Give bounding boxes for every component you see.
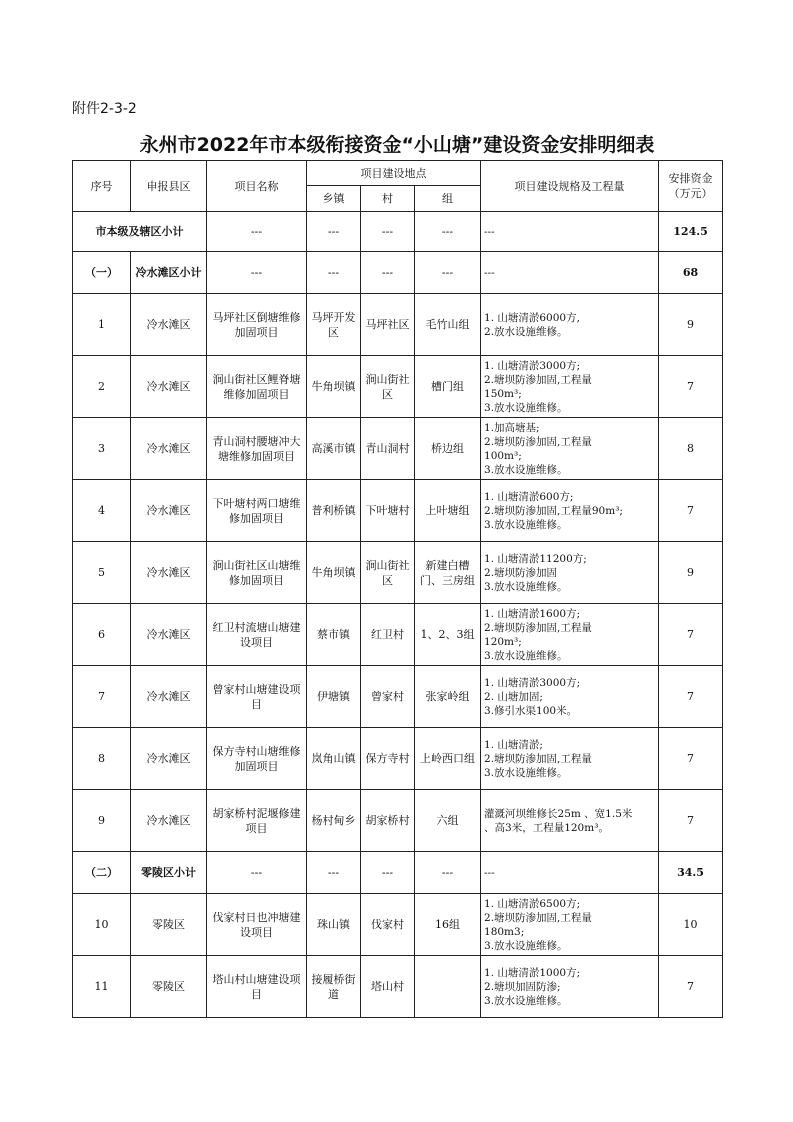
row-spec-line: 3.放水设施维修。 bbox=[484, 518, 568, 531]
row-spec-line: 150m³; bbox=[484, 387, 522, 400]
row-number: 6 bbox=[73, 604, 131, 666]
section-index: （二） bbox=[73, 852, 131, 894]
row-town: 牛角坝镇 bbox=[307, 356, 361, 418]
row-village: 曾家村 bbox=[361, 666, 415, 728]
row-village: 红卫村 bbox=[361, 604, 415, 666]
row-county: 零陵区 bbox=[131, 894, 207, 956]
row-town: 珠山镇 bbox=[307, 894, 361, 956]
row-project-name: 涧山街社区鲤脊塘维修加固项目 bbox=[207, 356, 307, 418]
table-row bbox=[73, 956, 723, 1018]
row-project-name: 红卫村流塘山塘建设项目 bbox=[207, 604, 307, 666]
row-project-name: 胡家桥村泥堰修建项目 bbox=[207, 790, 307, 852]
row-spec bbox=[481, 790, 659, 852]
section-project-dash: --- bbox=[207, 852, 307, 894]
row-spec-line: 3.放水设施维修。 bbox=[484, 463, 568, 476]
header-no: 序号 bbox=[73, 161, 131, 212]
row-spec bbox=[481, 604, 659, 666]
row-village: 涧山街社区 bbox=[361, 356, 415, 418]
row-spec-line: 1. 山塘清淤1600方; bbox=[484, 607, 581, 620]
row-spec-line: 3.放水设施维修。 bbox=[484, 994, 568, 1007]
row-amount: 9 bbox=[659, 294, 723, 356]
row-project-name: 曾家村山塘建设项目 bbox=[207, 666, 307, 728]
row-village: 涧山街社区 bbox=[361, 542, 415, 604]
total-amount: 124.5 bbox=[659, 212, 723, 252]
table-row bbox=[73, 790, 723, 852]
row-group: 新建白槽门、三房组 bbox=[415, 542, 481, 604]
total-village-dash: --- bbox=[361, 212, 415, 252]
row-spec-line: 1. 山塘清淤3000方; bbox=[484, 359, 581, 372]
row-village: 塔山村 bbox=[361, 956, 415, 1018]
table-body bbox=[73, 212, 723, 1018]
table-row bbox=[73, 480, 723, 542]
header-location: 项目建设地点 bbox=[307, 161, 481, 186]
funding-table bbox=[72, 160, 723, 1018]
row-village: 马坪社区 bbox=[361, 294, 415, 356]
header-town: 乡镇 bbox=[307, 186, 361, 212]
row-amount: 7 bbox=[659, 356, 723, 418]
row-group: 毛竹山组 bbox=[415, 294, 481, 356]
row-spec-line: 2.塘坝防渗加固,工程量 bbox=[484, 435, 592, 448]
section-name: 零陵区小计 bbox=[131, 852, 207, 894]
row-amount: 7 bbox=[659, 790, 723, 852]
section-project-dash: --- bbox=[207, 252, 307, 294]
row-county: 冷水滩区 bbox=[131, 542, 207, 604]
row-number: 9 bbox=[73, 790, 131, 852]
header-spec: 项目建设规格及工程量 bbox=[481, 161, 659, 212]
section-amount: 34.5 bbox=[659, 852, 723, 894]
row-spec-line: 3.放水设施维修。 bbox=[484, 580, 568, 593]
row-group: 张家岭组 bbox=[415, 666, 481, 728]
table-row bbox=[73, 666, 723, 728]
row-project-name: 马坪社区倒塘维修加固项目 bbox=[207, 294, 307, 356]
total-group-dash: --- bbox=[415, 212, 481, 252]
row-amount: 8 bbox=[659, 418, 723, 480]
row-project-name: 下叶塘村两口塘维修加固项目 bbox=[207, 480, 307, 542]
row-spec bbox=[481, 666, 659, 728]
row-village: 胡家桥村 bbox=[361, 790, 415, 852]
row-village: 伐家村 bbox=[361, 894, 415, 956]
row-number: 11 bbox=[73, 956, 131, 1018]
row-county: 冷水滩区 bbox=[131, 604, 207, 666]
row-county: 冷水滩区 bbox=[131, 418, 207, 480]
section-index: （一） bbox=[73, 252, 131, 294]
total-project-dash: --- bbox=[207, 212, 307, 252]
row-spec bbox=[481, 418, 659, 480]
section-spec-dash: --- bbox=[481, 252, 659, 294]
row-spec-line: 180m3; bbox=[484, 925, 525, 938]
row-spec-line: 灌溉河坝维修长25m 、宽1.5米 bbox=[484, 807, 633, 820]
section-amount: 68 bbox=[659, 252, 723, 294]
row-project-name: 青山洞村腰塘冲大塘维修加固项目 bbox=[207, 418, 307, 480]
row-town: 伊塘镇 bbox=[307, 666, 361, 728]
header-project: 项目名称 bbox=[207, 161, 307, 212]
row-number: 1 bbox=[73, 294, 131, 356]
section-town-dash: --- bbox=[307, 852, 361, 894]
row-town: 岚角山镇 bbox=[307, 728, 361, 790]
header-village: 村 bbox=[361, 186, 415, 212]
row-spec-line: 1.加高塘基; bbox=[484, 421, 540, 434]
row-spec-line: 3.放水设施维修。 bbox=[484, 939, 568, 952]
row-town: 普利桥镇 bbox=[307, 480, 361, 542]
section-village-dash: --- bbox=[361, 252, 415, 294]
table-row bbox=[73, 356, 723, 418]
row-county: 冷水滩区 bbox=[131, 790, 207, 852]
row-spec-line: 2.塘坝防渗加固,工程量 bbox=[484, 911, 592, 924]
row-county: 零陵区 bbox=[131, 956, 207, 1018]
row-town: 马坪开发区 bbox=[307, 294, 361, 356]
row-spec-line: 2.塘坝防渗加固,工程量 bbox=[484, 373, 592, 386]
table-row bbox=[73, 604, 723, 666]
header-county: 申报县区 bbox=[131, 161, 207, 212]
row-spec-line: 3.放水设施维修。 bbox=[484, 401, 568, 414]
row-spec-line: 2.塘坝防渗加固,工程量 bbox=[484, 752, 592, 765]
row-project-name: 涧山街社区山塘维修加固项目 bbox=[207, 542, 307, 604]
row-spec-line: 3.修引水渠100米。 bbox=[484, 704, 578, 717]
row-number: 10 bbox=[73, 894, 131, 956]
row-amount: 9 bbox=[659, 542, 723, 604]
table-row bbox=[73, 542, 723, 604]
row-spec-line: 3.放水设施维修。 bbox=[484, 766, 568, 779]
row-project-name: 塔山村山塘建设项目 bbox=[207, 956, 307, 1018]
row-spec bbox=[481, 356, 659, 418]
row-spec-line: 1. 山塘清淤; bbox=[484, 738, 543, 751]
section-village-dash: --- bbox=[361, 852, 415, 894]
row-spec-line: 1. 山塘清淤6000方, bbox=[484, 311, 580, 324]
row-group: 六组 bbox=[415, 790, 481, 852]
row-spec-line: 1. 山塘清淤1000方; bbox=[484, 966, 581, 979]
header-funds: 安排资金（万元） bbox=[659, 161, 723, 212]
row-amount: 7 bbox=[659, 604, 723, 666]
row-number: 2 bbox=[73, 356, 131, 418]
row-spec-line: 1. 山塘清淤11200方; bbox=[484, 552, 587, 565]
row-project-name: 保方寺村山塘维修加固项目 bbox=[207, 728, 307, 790]
row-spec-line: 1. 山塘清淤6500方; bbox=[484, 897, 581, 910]
section-row bbox=[73, 852, 723, 894]
total-town-dash: --- bbox=[307, 212, 361, 252]
row-county: 冷水滩区 bbox=[131, 728, 207, 790]
section-town-dash: --- bbox=[307, 252, 361, 294]
row-amount: 7 bbox=[659, 666, 723, 728]
row-village: 保方寺村 bbox=[361, 728, 415, 790]
row-spec-line: 120m³; bbox=[484, 635, 522, 648]
row-group: 上叶塘组 bbox=[415, 480, 481, 542]
row-spec-line: 2.塘坝防渗加固,工程量90m³; bbox=[484, 504, 623, 517]
row-number: 3 bbox=[73, 418, 131, 480]
row-county: 冷水滩区 bbox=[131, 356, 207, 418]
row-project-name: 伐家村日也冲塘建设项目 bbox=[207, 894, 307, 956]
row-number: 7 bbox=[73, 666, 131, 728]
row-spec-line: 2.塘坝加固防渗; bbox=[484, 980, 561, 993]
row-number: 5 bbox=[73, 542, 131, 604]
section-spec-dash: --- bbox=[481, 852, 659, 894]
row-spec bbox=[481, 728, 659, 790]
row-group: 槽门组 bbox=[415, 356, 481, 418]
row-amount: 7 bbox=[659, 480, 723, 542]
page-title: 永州市2022年市本级衔接资金“小山塘”建设资金安排明细表 bbox=[139, 134, 655, 156]
row-group: 16组 bbox=[415, 894, 481, 956]
row-number: 4 bbox=[73, 480, 131, 542]
section-row bbox=[73, 252, 723, 294]
header-group: 组 bbox=[415, 186, 481, 212]
row-spec-line: 、高3米，工程量120m³。 bbox=[484, 821, 609, 834]
row-town: 牛角坝镇 bbox=[307, 542, 361, 604]
section-group-dash: --- bbox=[415, 252, 481, 294]
row-county: 冷水滩区 bbox=[131, 294, 207, 356]
row-village: 青山洞村 bbox=[361, 418, 415, 480]
row-amount: 7 bbox=[659, 728, 723, 790]
section-name: 冷水滩区小计 bbox=[131, 252, 207, 294]
row-spec bbox=[481, 894, 659, 956]
row-amount: 7 bbox=[659, 956, 723, 1018]
total-row bbox=[73, 212, 723, 252]
row-county: 冷水滩区 bbox=[131, 480, 207, 542]
total-spec-dash: --- bbox=[481, 212, 659, 252]
row-town: 蔡市镇 bbox=[307, 604, 361, 666]
row-spec bbox=[481, 480, 659, 542]
section-group-dash: --- bbox=[415, 852, 481, 894]
row-number: 8 bbox=[73, 728, 131, 790]
row-village: 下叶塘村 bbox=[361, 480, 415, 542]
row-spec-line: 100m³; bbox=[484, 449, 522, 462]
total-label: 市本级及辖区小计 bbox=[73, 212, 207, 252]
table-row bbox=[73, 418, 723, 480]
row-town: 杨村甸乡 bbox=[307, 790, 361, 852]
row-spec-line: 2.放水设施维修。 bbox=[484, 325, 568, 338]
row-spec-line: 2. 山塘加固; bbox=[484, 690, 543, 703]
table-row bbox=[73, 894, 723, 956]
row-town: 高溪市镇 bbox=[307, 418, 361, 480]
row-spec bbox=[481, 956, 659, 1018]
row-group bbox=[415, 956, 481, 1018]
row-group: 1、2、3组 bbox=[415, 604, 481, 666]
row-spec-line: 2.塘坝防渗加固,工程量 bbox=[484, 621, 592, 634]
row-spec bbox=[481, 542, 659, 604]
table-row bbox=[73, 294, 723, 356]
row-county: 冷水滩区 bbox=[131, 666, 207, 728]
attachment-label: 附件2-3-2 bbox=[72, 101, 137, 117]
row-group: 桥边组 bbox=[415, 418, 481, 480]
row-group: 上岭西口组 bbox=[415, 728, 481, 790]
row-spec-line: 1. 山塘清淤3000方; bbox=[484, 676, 581, 689]
row-spec-line: 1. 山塘清淤600方; bbox=[484, 490, 574, 503]
row-spec-line: 3.放水设施维修。 bbox=[484, 649, 568, 662]
row-spec-line: 2.塘坝防渗加固 bbox=[484, 566, 558, 579]
row-amount: 10 bbox=[659, 894, 723, 956]
row-spec bbox=[481, 294, 659, 356]
table-row bbox=[73, 728, 723, 790]
row-town: 接履桥街道 bbox=[307, 956, 361, 1018]
